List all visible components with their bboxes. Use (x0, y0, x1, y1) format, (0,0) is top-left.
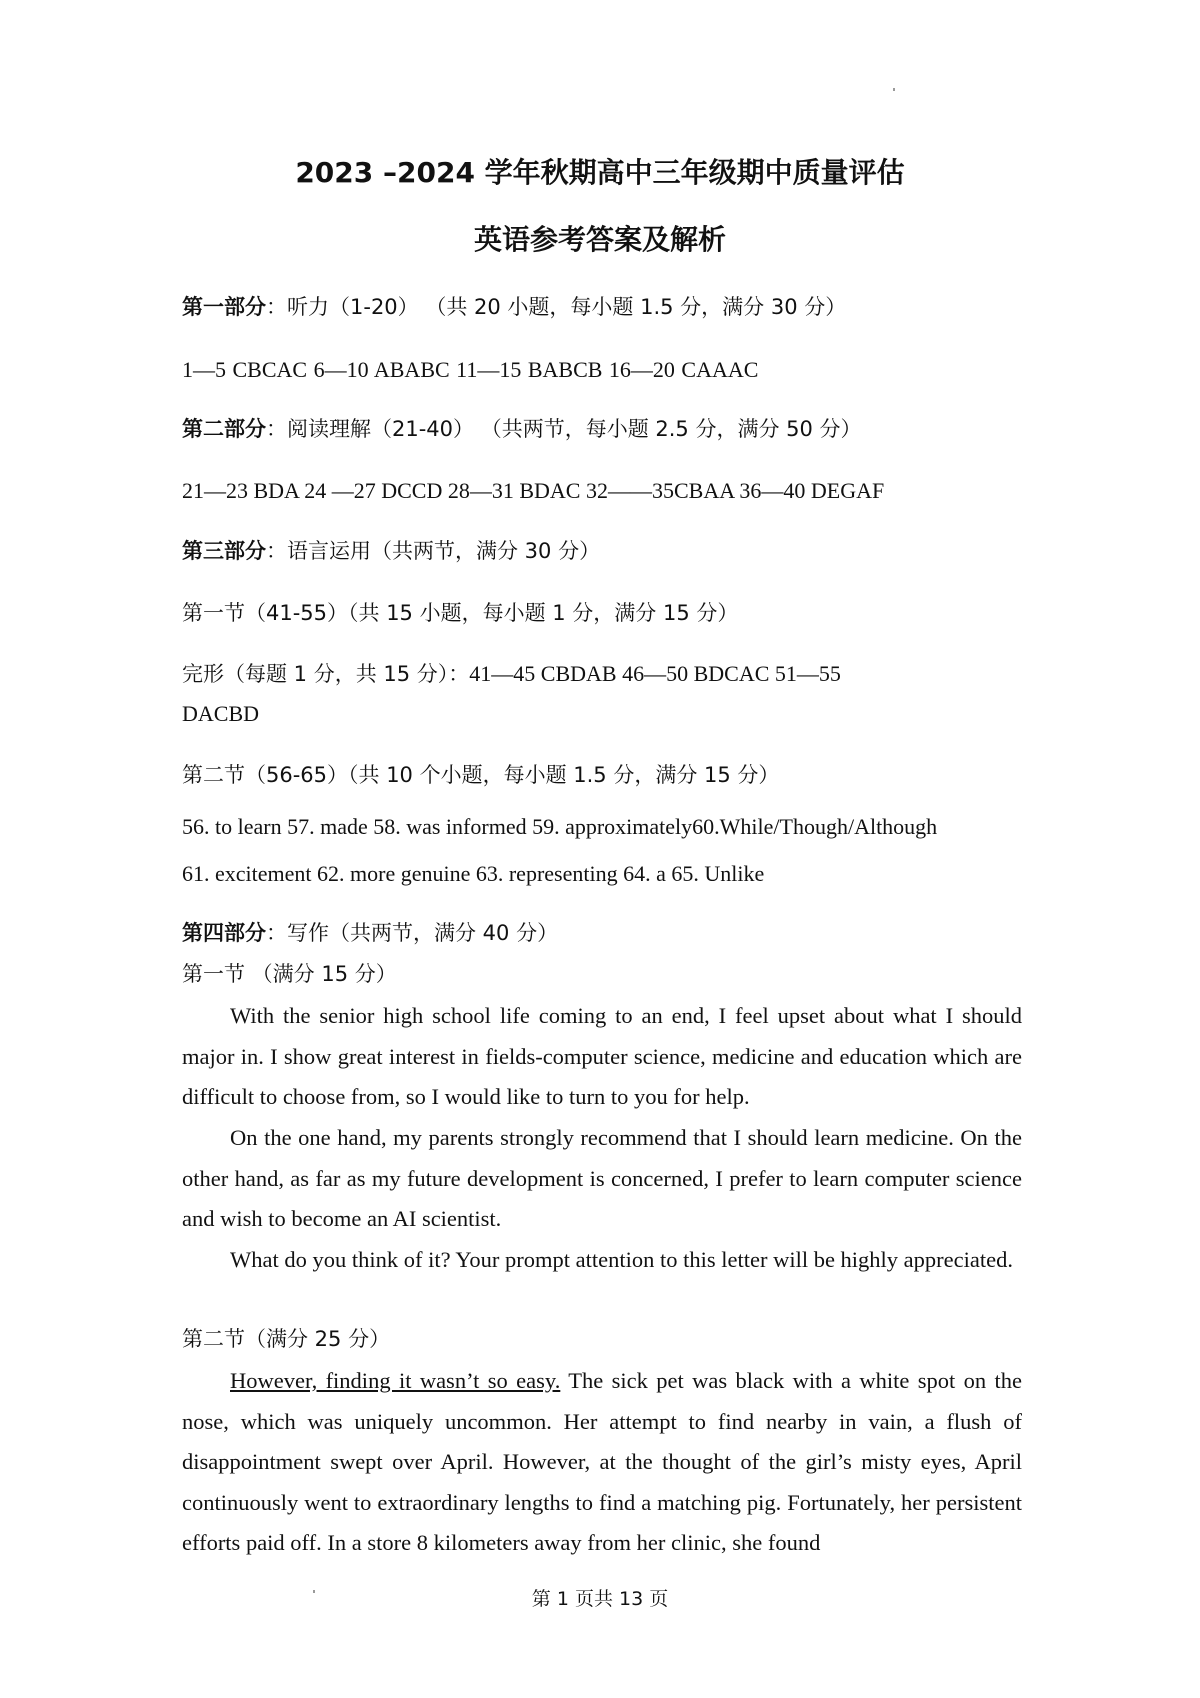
essay1-paragraph2 (182, 1118, 1022, 1240)
essay1-paragraph3 (182, 1240, 1022, 1281)
page-number: 第 1 页共 13 页 (531, 1588, 669, 1610)
part4-label: 第四部分 (182, 921, 266, 945)
essay1-paragraph1-text: With the senior high school life coming to an end, I feel upset about what I should major in. I show great interest in fields-computer science, medicine and education which are difficult to choose from, so I would like to turn to you for help. (182, 1003, 1022, 1109)
part3-description: ：语言运用（共两节，满分 30 分） (266, 539, 601, 563)
part3-label: 第三部分 (182, 539, 266, 563)
essay1-paragraph3-text: What do you think of it? Your prompt attention to this letter will be highly appreciated. (230, 1247, 1013, 1272)
part1-label: 第一部分 (182, 295, 266, 319)
part2-label: 第二部分 (182, 417, 266, 441)
cloze-answers: 41—45 CBDAB 46—50 BDCAC 51—55 (469, 661, 841, 686)
part4-section1-heading: 第一节 （满分 15 分） (182, 962, 397, 986)
part2-description: ：阅读理解（21-40） （共两节，每小题 2.5 分，满分 50 分） (266, 417, 862, 441)
part3-heading (182, 537, 600, 565)
fill-answers-line2: 61. excitement 62. more genuine 63. representing 64. a 65. Unlike (182, 861, 765, 886)
part1-answers: 1—5 CBCAC 6—10 ABABC 11—15 BABCB 16—20 CAAAC (182, 357, 759, 382)
document-title: 2023 –2024 学年秋期高中三年级期中质量评估 (295, 156, 905, 189)
part1-heading (182, 293, 846, 321)
essay2-text: The sick pet was black with a white spot on the nose, which was uniquely uncommon. Her attempt to find nearby in vain, a flush of disappointment swept over April. However, at the thought of the girl’s misty eyes, April continuously went to extraordinary lengths to find a matching pig. Fortunately, her persistent efforts paid off. In a store 8 kilometers away from her clinic, she found (182, 1368, 1022, 1555)
essay2-underlined-opening: However, finding it wasn’t so easy. (230, 1368, 561, 1393)
fill-answers-line1: 56. to learn 57. made 58. was informed 59. approximately60.While/Though/Although (182, 814, 938, 839)
cloze-answers-line (182, 660, 841, 688)
part4-heading (182, 919, 558, 947)
essay2-paragraph (182, 1361, 1022, 1564)
part4-section2-heading: 第二节（满分 25 分） (182, 1327, 391, 1351)
part2-answers: 21—23 BDA 24 —27 DCCD 28—31 BDAC 32——35CBAA 36—40 DEGAF (182, 478, 885, 503)
part2-heading (182, 415, 862, 443)
document-subtitle: 英语参考答案及解析 (473, 223, 726, 256)
essay1-paragraph2-text: On the one hand, my parents strongly recommend that I should learn medicine. On the other hand, as far as my future development is concerned, I prefer to learn computer science and wish to become an AI scientist. (182, 1125, 1022, 1231)
part3-section1-heading: 第一节（41-55）（共 15 小题，每小题 1 分，满分 15 分） (182, 601, 739, 625)
cloze-answers-continued: DACBD (182, 701, 260, 726)
part3-section2-heading: 第二节（56-65）（共 10 个小题，每小题 1.5 分，满分 15 分） (182, 763, 780, 787)
essay1-paragraph1 (182, 996, 1022, 1118)
scan-speck (893, 88, 895, 91)
part4-description: ：写作（共两节，满分 40 分） (266, 921, 559, 945)
part1-description: ：听力（1-20） （共 20 小题，每小题 1.5 分，满分 30 分） (266, 295, 847, 319)
cloze-label: 完形（每题 1 分，共 15 分）： (182, 662, 470, 686)
